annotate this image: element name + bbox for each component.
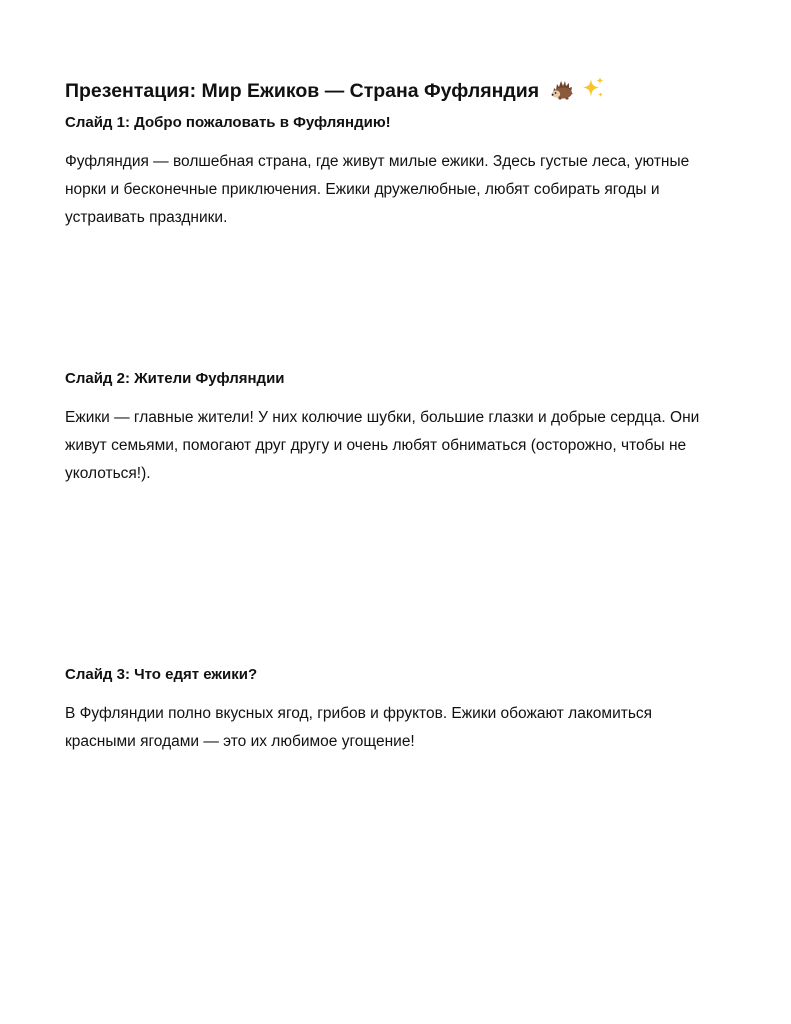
document-title bbox=[65, 76, 605, 104]
slide-section-1 bbox=[65, 113, 725, 232]
hedgehog-icon bbox=[551, 78, 575, 100]
slide-section-3 bbox=[65, 665, 725, 756]
slide-heading: Слайд 1: Добро пожаловать в Фуфляндию! bbox=[65, 114, 391, 131]
document-title-text: Презентация: Мир Ежиков — Страна Фуфляндия bbox=[65, 80, 540, 102]
slide-body: В Фуфляндии полно вкусных ягод, грибов и фруктов. Ежики обожают лакомиться красными ягодами — это их любимое угощение! bbox=[65, 705, 653, 750]
slide-body: Ежики — главные жители! У них колючие шубки, большие глазки и добрые сердца. Они живут семьями, помогают друг другу и очень любят обниматься (осторожно, чтобы не уколоться!). bbox=[65, 409, 700, 482]
slide-heading: Слайд 2: Жители Фуфляндии bbox=[65, 370, 285, 387]
sparkles-icon bbox=[581, 76, 605, 100]
slide-heading: Слайд 3: Что едят ежики? bbox=[65, 666, 258, 683]
slide-section-2 bbox=[65, 369, 725, 488]
slide-body: Фуфляндия — волшебная страна, где живут милые ежики. Здесь густые леса, уютные норки и бесконечные приключения. Ежики дружелюбные, любят собирать ягоды и устраивать праздники. bbox=[65, 153, 690, 226]
